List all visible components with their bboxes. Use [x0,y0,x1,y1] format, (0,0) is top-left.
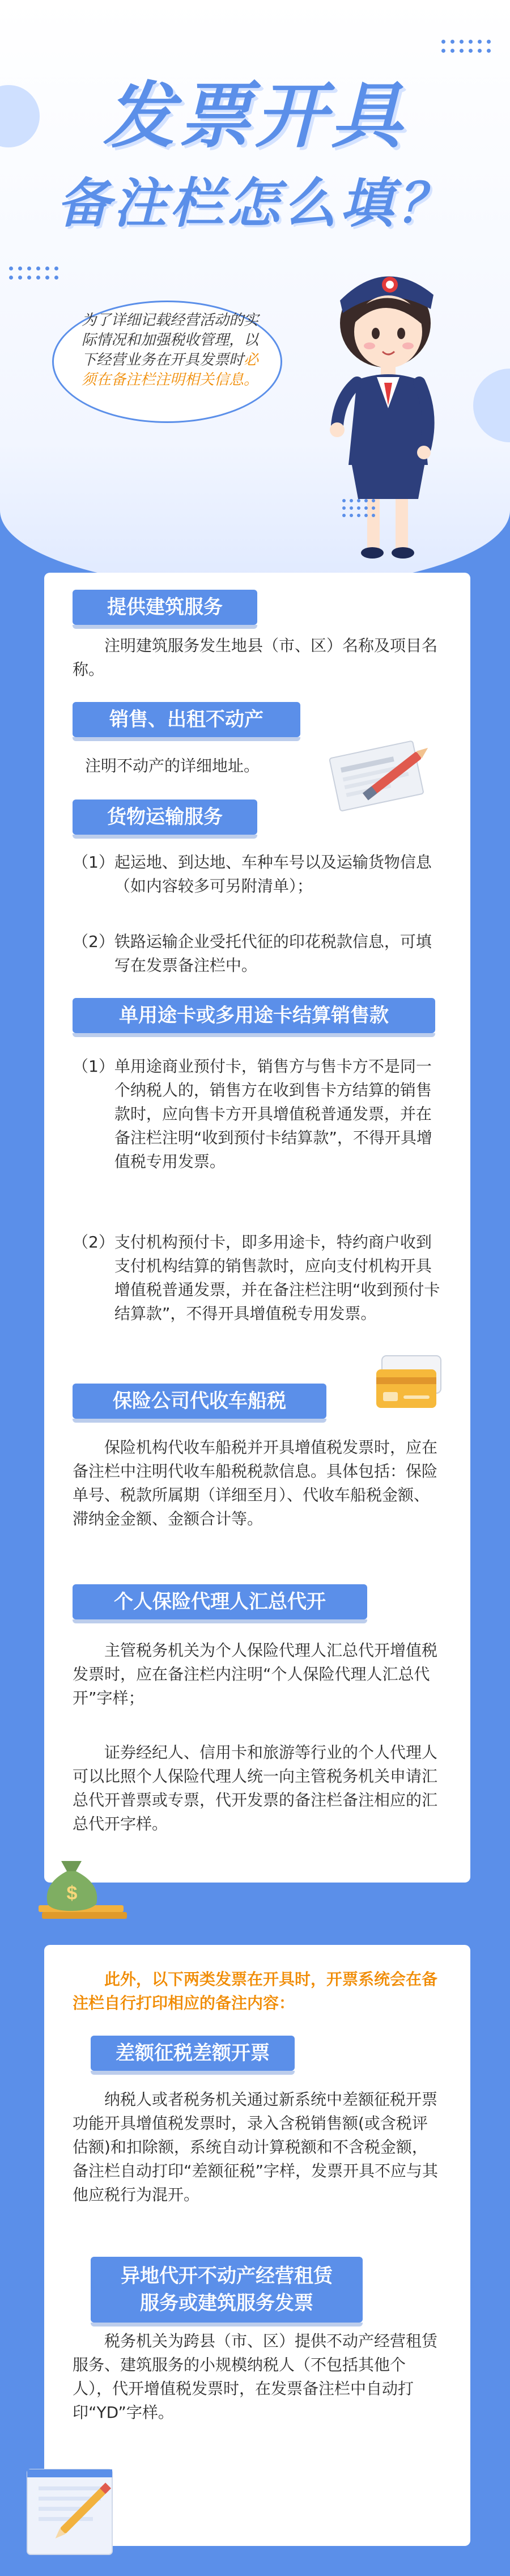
bank-card-icon [374,1352,444,1415]
section-title-construction: 提供建筑服务 [73,590,257,625]
section-text-insurance-agent: 主管税务机关为个人保险代理人汇总代开增值税发票时，应在备注栏内注明“个人保险代理人汇总代开”字样； [73,1641,438,1707]
list-item-text: 起运地、到达地、车种车号以及运输货物信息（如内容较多可另附清单）； [114,853,432,895]
list-item [73,851,441,898]
section-title-prepaid-card: 单用途卡或多用途卡结算销售款 [73,998,435,1033]
list-item-number: （2） [73,932,114,951]
section-title-transport: 货物运输服务 [73,800,257,835]
pen-and-document-icon [323,733,436,818]
list-item-number: （1） [73,853,114,872]
section-title-remote-invoice [91,2257,363,2323]
decorative-dots [441,40,491,53]
list-item-number: （1） [73,1057,114,1076]
list-item-text: 铁路运输企业受托代征的印花税款信息，可填写在发票备注栏中。 [114,932,432,975]
section-text-real-estate: 注明不动产的详细地址。 [85,756,260,775]
list-item [73,1230,441,1326]
section-title-line: 异地代开不动产经营租赁 [121,2265,333,2287]
section-title-differential-tax: 差额征税差额开票 [91,2036,295,2071]
decorative-dots [342,499,375,517]
page-subtitle: 备注栏怎么填？ [56,173,453,235]
svg-text:$: $ [66,1883,78,1904]
section-title-vehicle-tax: 保险公司代收车船税 [73,1384,326,1419]
section-text-construction: 注明建筑服务发生地县（市、区）名称及项目名称。 [73,636,438,679]
section-text-differential-tax: 纳税人或者税务机关通过新系统中差额征税开票功能开具增值税发票时，录入含税销售额(或含税评估额)和扣除额，系统自动计算税额和不含税金额，备注栏自动打印“差额征税”字样，发票开具不应与其他应税行为混开。 [73,2090,439,2204]
list-item-text: 支付机构预付卡，即多用途卡，特约商户收到支付机构结算的销售款时，应向支付机构开具增值税普通发票，并在备注栏注明“收到预付卡结算款”，不得开具增值税专用发票。 [114,1233,440,1323]
notepad-pen-icon [10,2458,129,2560]
money-bag-icon [39,1850,129,1923]
section-text-vehicle-tax: 保险机构代收车船税并开具增值税发票时，应在备注栏中注明代收车船税税款信息。具体包括：保险单号、税款所属期（详细至月）、代收车船税金额、滞纳金金额、金额合计等。 [73,1438,438,1528]
speech-bubble-highlight: 必须在备注栏注明相关信息。 [81,352,259,388]
content-card-2 [44,1945,470,2546]
page-title: 发票开具 [103,74,407,158]
section-title-real-estate: 销售、出租不动产 [73,702,300,737]
section-title-insurance-agent: 个人保险代理人汇总代开 [73,1584,367,1619]
list-item-number: （2） [73,1233,114,1251]
card2-intro: 此外，以下两类发票在开具时，开票系统会在备注栏自行打印相应的备注内容： [73,1970,438,2012]
decorative-dots [9,267,58,280]
list-item-text: 单用途商业预付卡，销售方与售卡方不是同一个纳税人的，销售方在收到售卡方结算的销售款时，应向售卡方开具增值税普通发票，并在备注栏注明“收到预付卡结算款”，不得开具增值税专用发票。 [114,1057,432,1171]
section-text-insurance-agent-2: 证券经纪人、信用卡和旅游等行业的个人代理人可以比照个人保险代理人统一向主管税务机关申请汇总代开普票或专票，代开发票的备注栏备注相应的汇总代开字样。 [73,1743,438,1833]
list-item [73,930,441,978]
section-title-line: 服务或建筑服务发票 [140,2292,313,2315]
speech-bubble-text: 为了详细记载经营活动的实际情况和加强税收管理，以下经营业务在开具发票时必须在备注栏注明相关信息。 [81,312,259,388]
section-text-remote-invoice: 税务机关为跨县（市、区）提供不动产经营租赁服务、建筑服务的小规模纳税人（不包括其他个人），代开增值税发票时，在发票备注栏中自动打印“YD”字样。 [73,2332,438,2422]
tax-officer-illustration [317,261,459,567]
list-item [73,1055,441,1174]
